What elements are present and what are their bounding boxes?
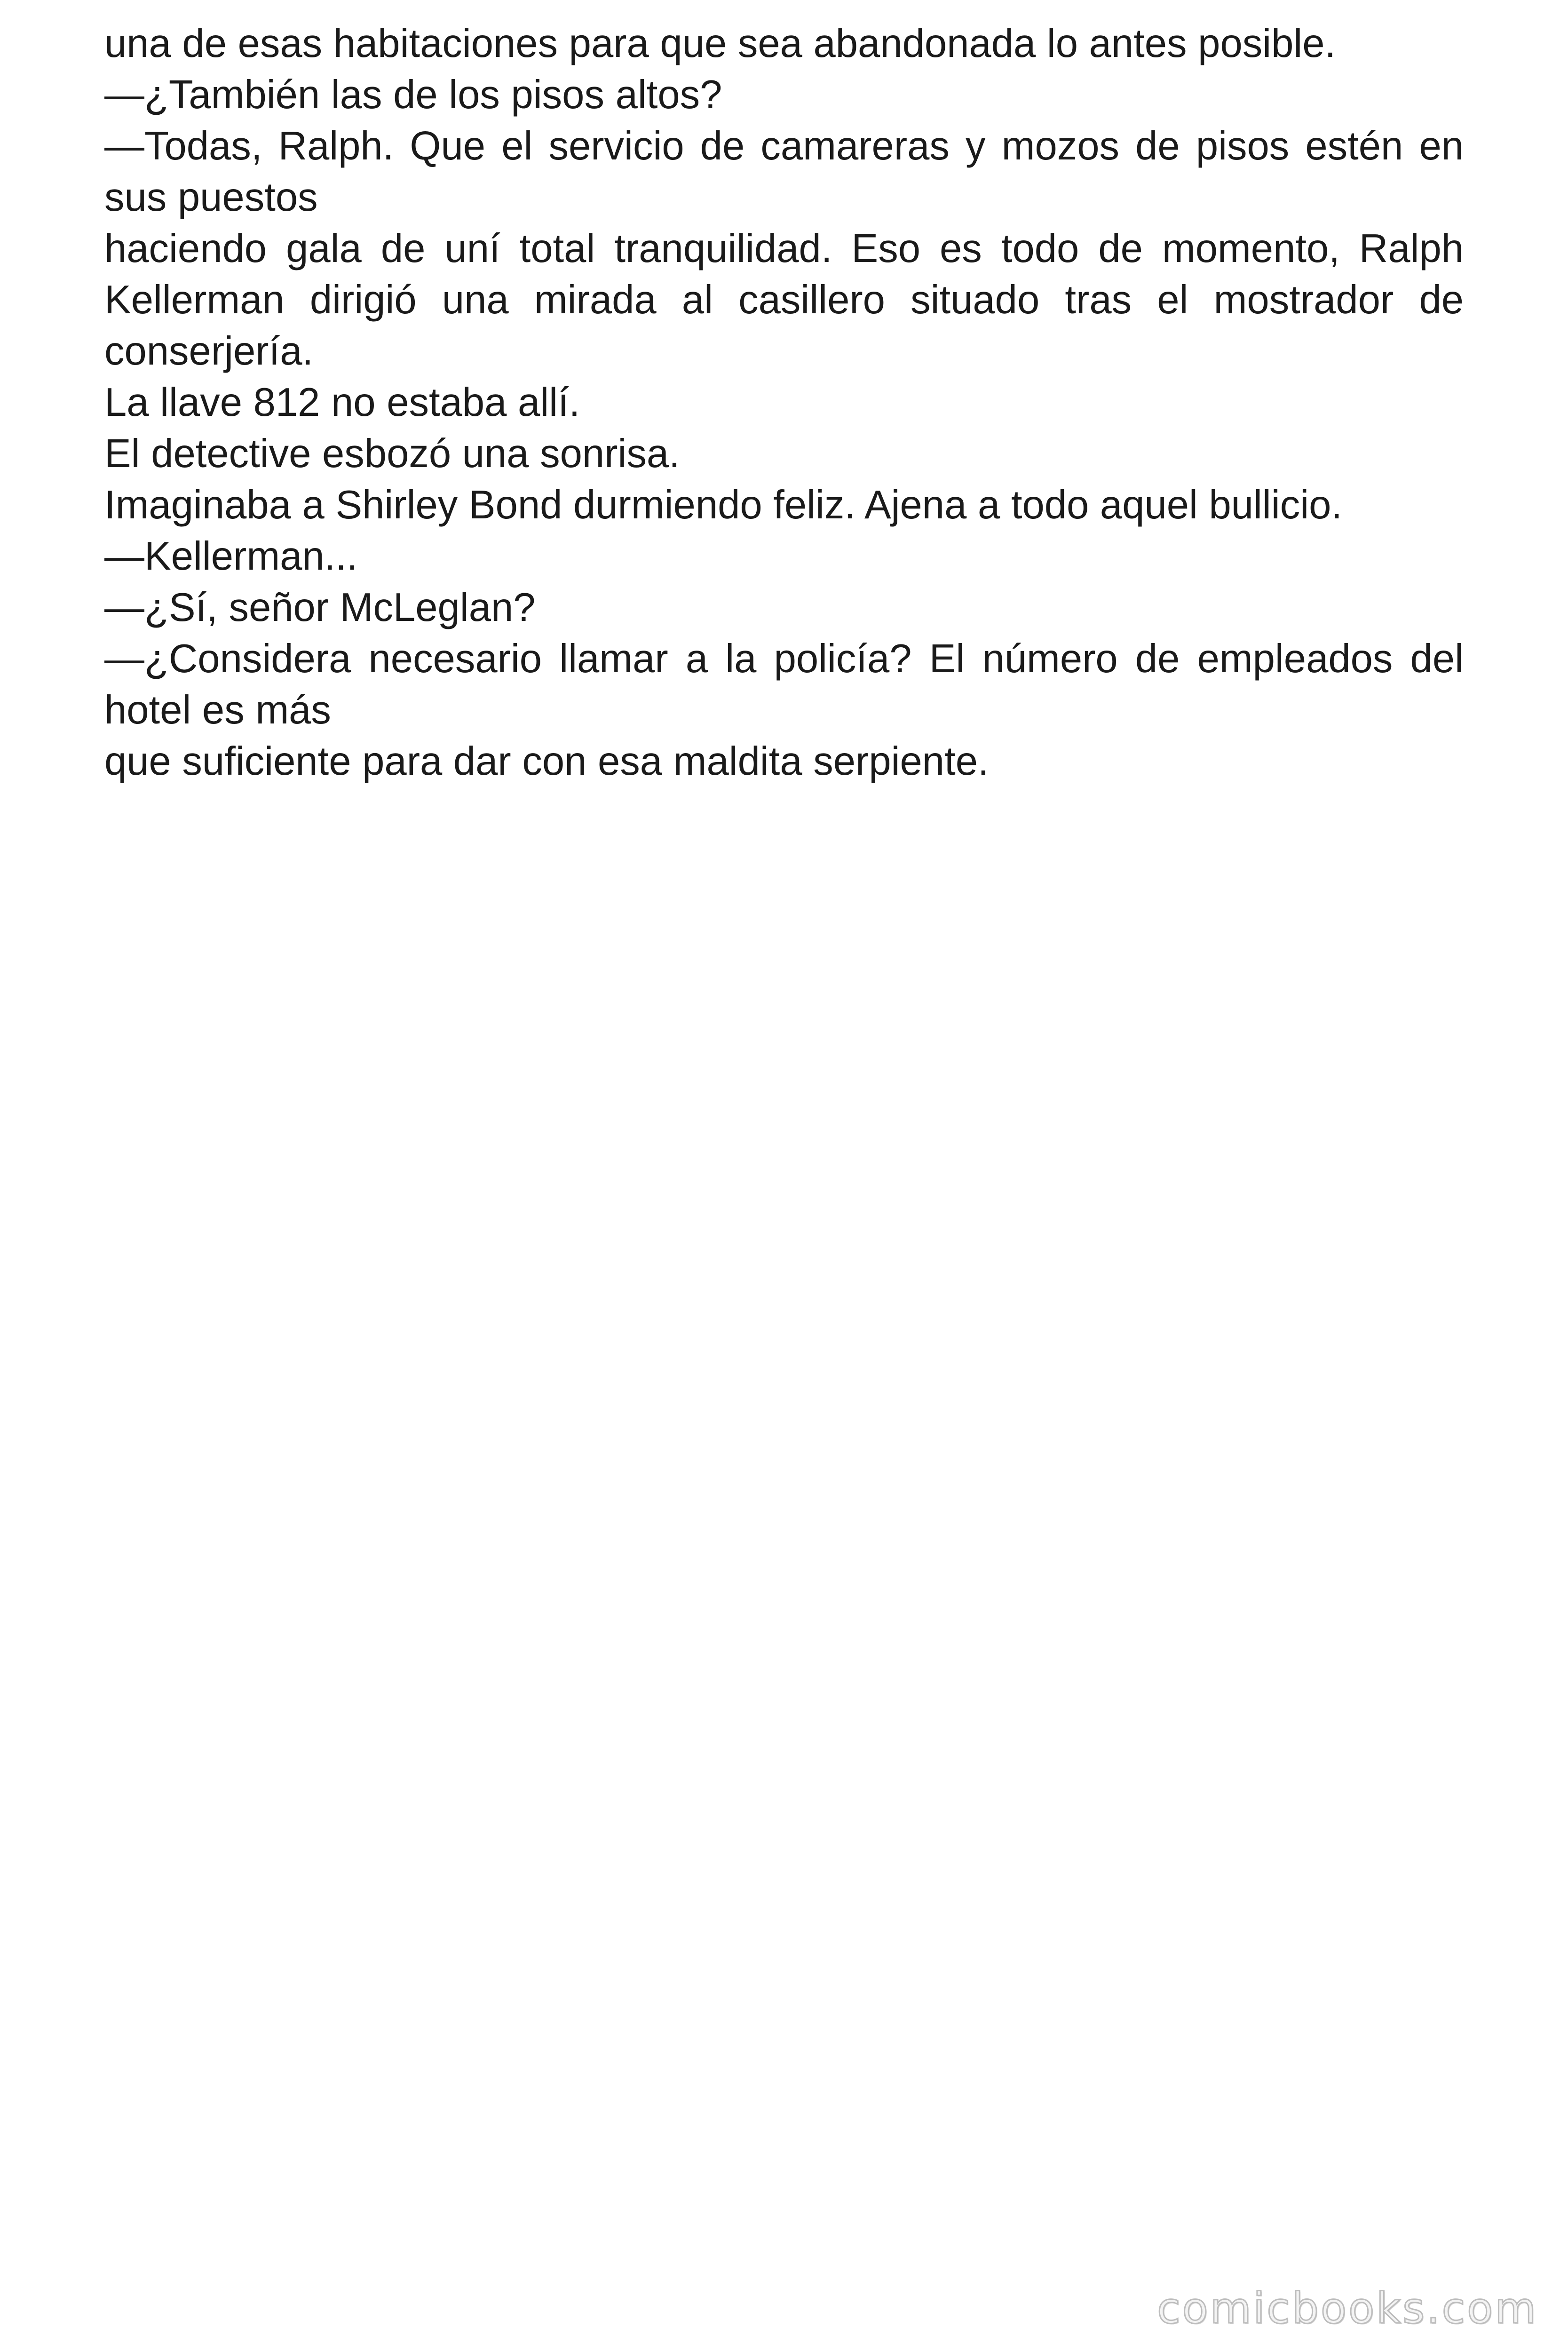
paragraph-1: una de esas habitaciones para que sea abandonada lo antes posible. bbox=[104, 21, 1336, 66]
paragraph-8: —Kellerman... bbox=[104, 534, 358, 579]
paragraph-10: —¿Considera necesario llamar a la policía? El número de empleados del hotel es más bbox=[104, 636, 1464, 732]
paragraph-2: —¿También las de los pisos altos? bbox=[104, 72, 722, 117]
paragraph-3: —Todas, Ralph. Que el servicio de camareras y mozos de pisos estén en sus puestos bbox=[104, 124, 1464, 220]
paragraph-4: haciendo gala de uní total tranquilidad. Eso es todo de momento, Ralph Kellerman dirigió una mirada al casillero situado tras el mostrador de conserjería. bbox=[104, 226, 1464, 373]
body-text bbox=[104, 18, 1464, 787]
paragraph-7: Imaginaba a Shirley Bond durmiendo feliz. Ajena a todo aquel bullicio. bbox=[104, 483, 1342, 527]
paragraph-11: que suficiente para dar con esa maldita serpiente. bbox=[104, 739, 989, 784]
paragraph-6: El detective esbozó una sonrisa. bbox=[104, 431, 680, 476]
paragraph-9: —¿Sí, señor McLeglan? bbox=[104, 585, 536, 630]
watermark-logo: comicbooks.com bbox=[1157, 2284, 1538, 2333]
paragraph-5: La llave 812 no estaba allí. bbox=[104, 380, 580, 425]
